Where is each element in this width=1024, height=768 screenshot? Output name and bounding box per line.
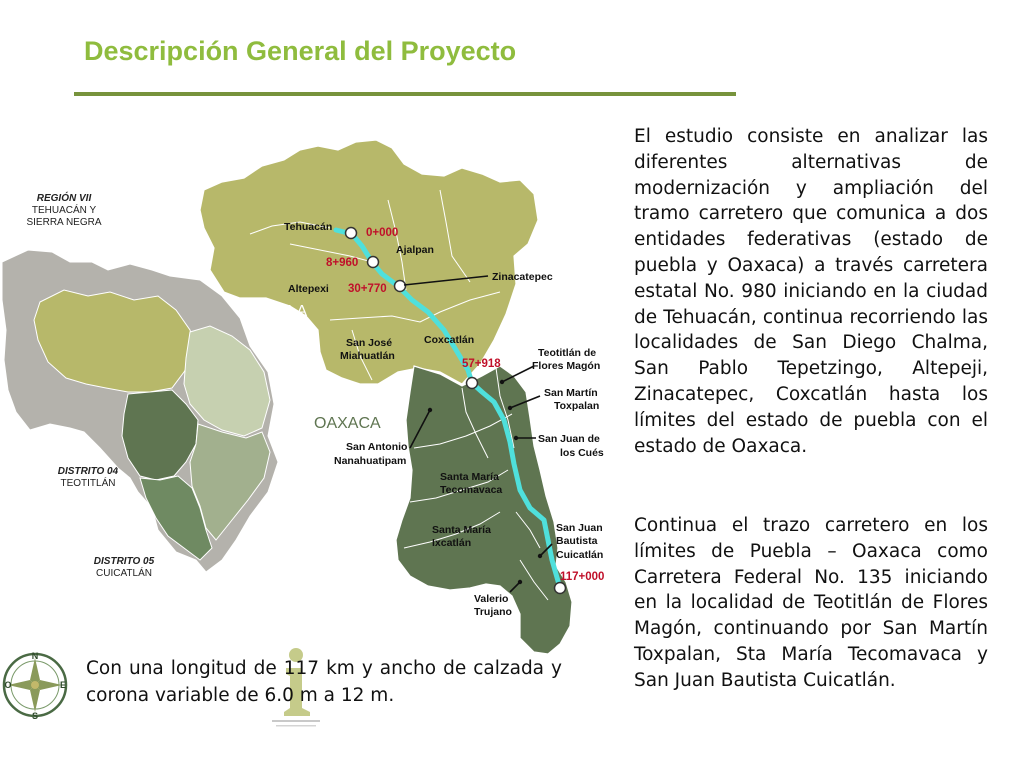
town-san-martin-2: Toxpalan — [554, 400, 600, 412]
compass-e: E — [59, 680, 67, 690]
town-san-antonio-2: Nanahuatipam — [334, 455, 407, 467]
town-ixcatlan-2: Ixcatlán — [432, 537, 472, 549]
distrito-05-name: CUICATLÁN — [96, 568, 152, 579]
overview-region-map — [2, 250, 278, 572]
region-vii-name-1: TEHUACÁN Y — [31, 205, 97, 216]
station-marker-117000 — [555, 583, 566, 594]
compass-o: O — [4, 680, 12, 690]
town-cuicatlan-1: San Juan — [556, 522, 603, 534]
town-valerio-2: Trujano — [474, 606, 512, 618]
compass-s: S — [31, 711, 39, 721]
town-cuicatlan-2: Bautista — [556, 535, 598, 547]
state-label-puebla: PUEBLA — [244, 303, 308, 320]
state-label-oaxaca: OAXACA — [314, 415, 381, 432]
town-valerio-1: Valerio — [474, 593, 509, 605]
station-marker-8960 — [368, 257, 379, 268]
town-san-juan-cues-2: los Cués — [560, 447, 604, 459]
length-note: Con una longitud de 117 km y ancho de calzada y corona variable de 6.0 m a 12 m. — [86, 658, 562, 706]
town-altepexi: Altepexi — [288, 283, 329, 295]
compass-n: N — [31, 651, 39, 661]
station-marker-30770 — [395, 281, 406, 292]
town-teotitlan-1: Teotitlán de — [538, 347, 597, 359]
distrito-04-title: DISTRITO 04 — [57, 466, 119, 477]
station-label-30770: 30+770 — [348, 283, 387, 295]
town-coxcatlan: Coxcatlán — [424, 334, 475, 346]
region-vii-name-2: SIERRA NEGRA — [26, 217, 102, 228]
town-zinacatepec: Zinacatepec — [492, 271, 553, 283]
station-label-117000: 117+000 — [560, 571, 605, 583]
station-label-8960: 8+960 — [326, 257, 359, 269]
town-tehuacan: Tehuacán — [284, 221, 333, 233]
town-san-antonio-1: San Antonio — [346, 441, 408, 453]
description-paragraph-1: El estudio consiste en analizar las diferentes alternativas de modernización y ampliación del tramo carretero que comunica a dos entidades federativas (estado de puebla y Oaxaca) a través carretera estatal No. 980 iniciando en la ciudad de Tehuacán, continua recorriendo las localidades de San Diego Chalma, San Pablo Tepetzingo, Altepeji, Zinacatepec, Coxcatlán hasta los límites del estado de puebla con el estado de Oaxaca. — [634, 126, 988, 457]
town-san-martin-1: San Martín — [544, 387, 598, 399]
town-san-juan-cues-1: San Juan de — [538, 433, 600, 445]
route-map — [0, 130, 605, 650]
station-label-0: 0+000 — [366, 227, 399, 239]
town-tecomavaca-1: Santa María — [440, 471, 499, 483]
town-san-jose-1: San José — [346, 337, 393, 349]
title-underline — [74, 92, 736, 96]
distrito-04-name: TEOTITLÁN — [60, 478, 116, 489]
town-san-jose-2: Miahuatlán — [340, 350, 395, 362]
town-teotitlan-2: Flores Magón — [532, 360, 601, 372]
page-title: Descripción General del Proyecto — [84, 36, 517, 66]
station-marker-57918 — [467, 378, 478, 389]
station-marker-0 — [346, 228, 357, 239]
town-tecomavaca-2: Tecomavaca — [440, 484, 503, 496]
town-ajalpan: Ajalpan — [396, 244, 434, 256]
distrito-05-title: DISTRITO 05 — [93, 556, 155, 567]
compass-rose-icon — [2, 650, 70, 722]
description-paragraph-2: Continua el trazo carretero en los límites de Puebla – Oaxaca como Carretera Federal No. 135 iniciando en la localidad de Teotitlán de Flores Magón, continuando por San Martín Toxpalan, Sta María Tecomavaca y San Juan Bautista Cuicatlán. — [634, 515, 988, 691]
town-cuicatlan-3: Cuicatlán — [556, 549, 604, 561]
region-vii-title: REGIÓN VII — [36, 193, 92, 204]
town-ixcatlan-1: Santa María — [432, 524, 491, 536]
station-label-57918: 57+918 — [462, 358, 501, 370]
